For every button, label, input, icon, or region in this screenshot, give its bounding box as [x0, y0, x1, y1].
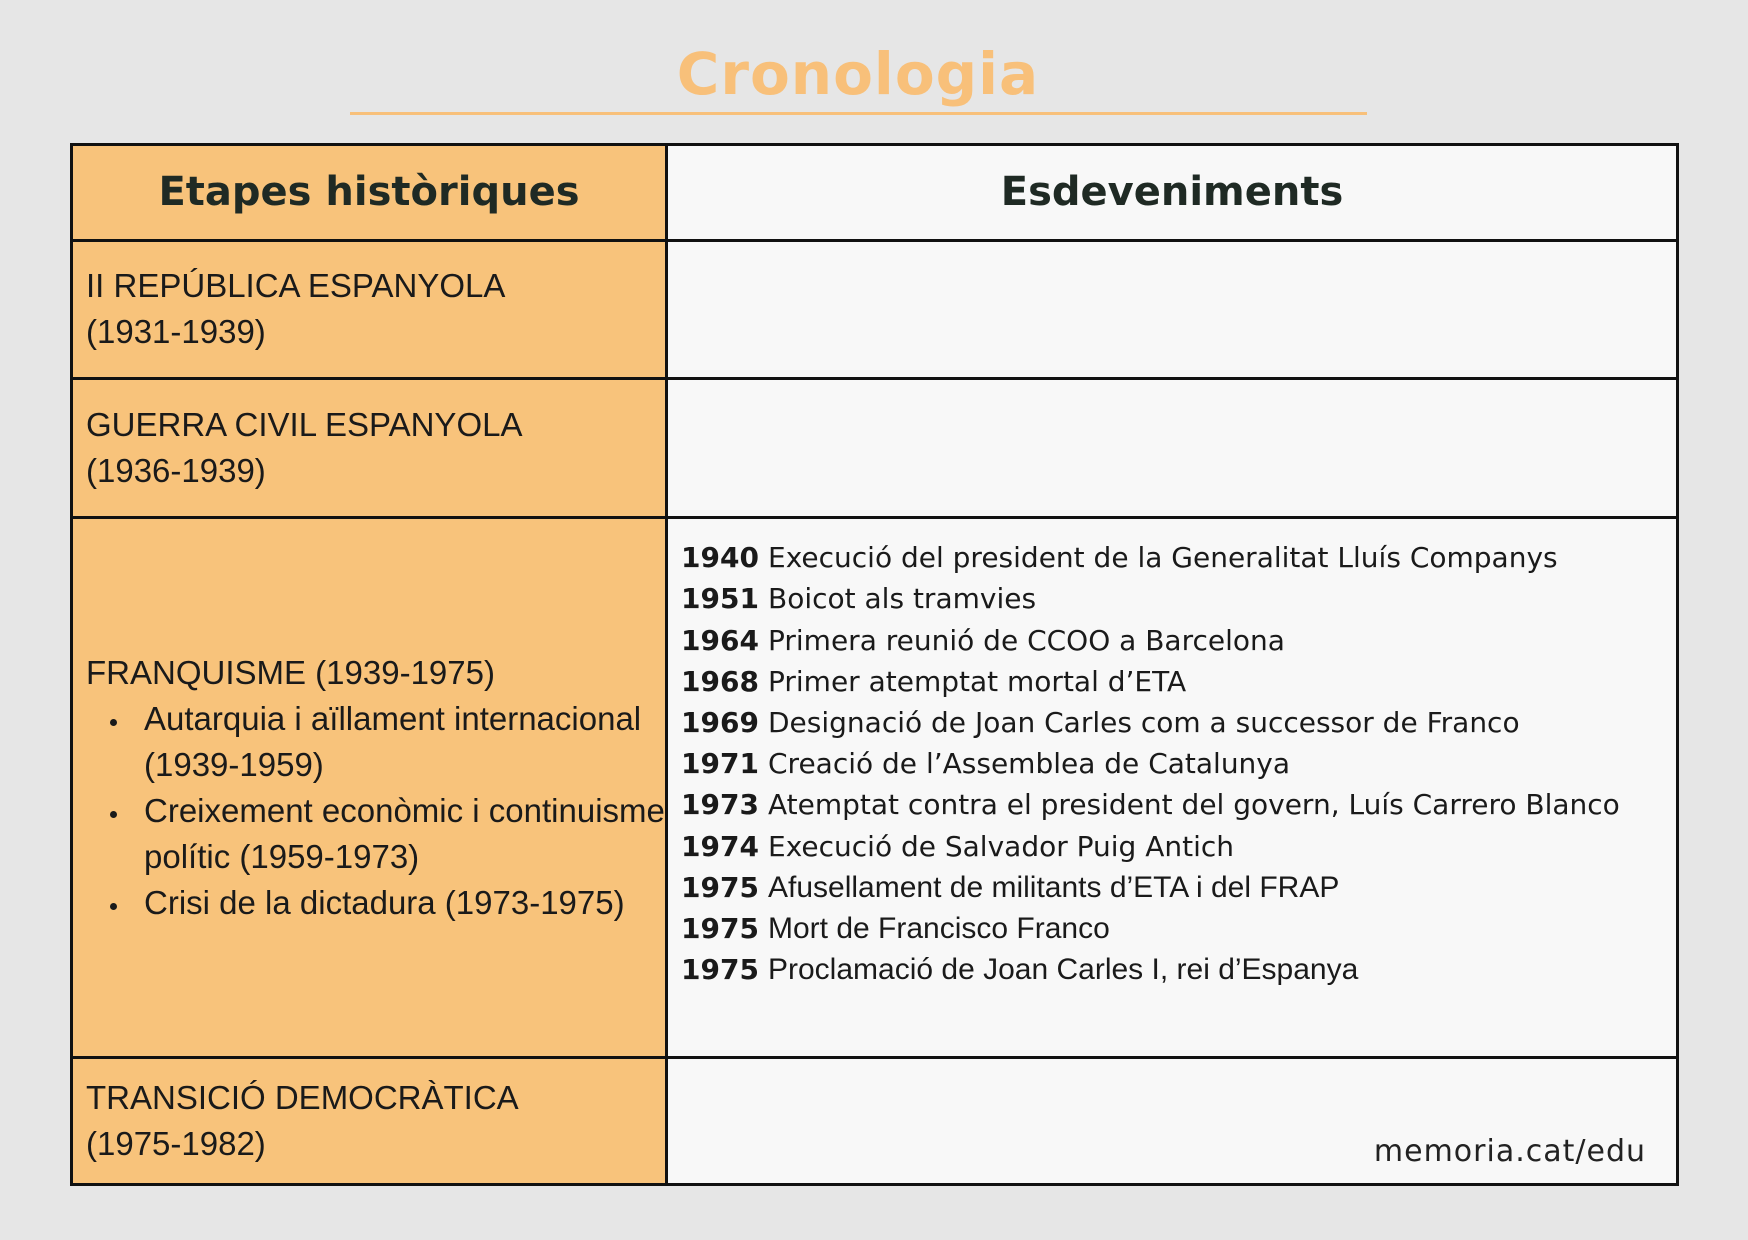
event-row: [681, 784, 1676, 825]
stage-name: II REPÚBLICA ESPANYOLA: [86, 267, 506, 305]
header-events: Esdeveniments: [667, 145, 1678, 241]
event-year: 1971: [681, 747, 759, 781]
stage-name: GUERRA CIVIL ESPANYOLA: [86, 406, 523, 444]
event-text: Primer atemptat mortal d’ETA: [768, 664, 1187, 698]
stage-dates: (1931-1939): [86, 313, 266, 351]
event-row: [681, 949, 1676, 990]
event-text: Afusellament de militants d’ETA i del FRAP: [768, 870, 1340, 904]
event-text: Execució del president de la Generalitat Lluís Companys: [768, 541, 1558, 575]
page-title: Cronologia: [676, 40, 1040, 108]
table-row: [72, 1058, 1678, 1185]
event-row: [681, 867, 1676, 908]
stage-cell-francoism: [72, 518, 667, 1058]
event-year: 1974: [681, 829, 759, 863]
event-text: Designació de Joan Carles com a successor de Franco: [768, 705, 1520, 739]
stage-name: FRANQUISME (1939-1975): [86, 653, 495, 691]
event-text: Proclamació de Joan Carles I, rei d’Espanya: [768, 953, 1359, 987]
event-year: 1975: [681, 953, 759, 987]
list-item: • Creixement econòmic i continuisme polític (1959-1973): [131, 788, 665, 880]
table-header-row: [72, 145, 1678, 241]
event-year: 1964: [681, 623, 759, 657]
stage-cell-republic: [72, 240, 667, 379]
event-text: Primera reunió de CCOO a Barcelona: [768, 623, 1285, 657]
table-row: [72, 518, 1678, 1058]
events-cell-francoism: [667, 518, 1678, 1058]
event-year: 1951: [681, 582, 759, 616]
events-cell-transition: [667, 1058, 1678, 1185]
subperiod-list: [86, 696, 665, 926]
event-row: [681, 537, 1676, 578]
stage-cell-civil-war: [72, 379, 667, 518]
event-year: 1968: [681, 664, 759, 698]
stage-name: TRANSICIÓ DEMOCRÀTICA: [86, 1079, 519, 1117]
event-year: 1975: [681, 911, 759, 945]
event-text: Atemptat contra el president del govern, Luís Carrero Blanco: [768, 788, 1620, 822]
stage-dates: (1975-1982): [86, 1125, 266, 1163]
stage-cell-transition: [72, 1058, 667, 1185]
list-item: • Autarquia i aïllament internacional (1939-1959): [131, 696, 665, 788]
event-year: 1973: [681, 788, 759, 822]
stage-dates: (1936-1939): [86, 452, 266, 490]
event-year: 1969: [681, 705, 759, 739]
event-row: [681, 743, 1676, 784]
table-row: [72, 379, 1678, 518]
title-underline: [350, 112, 1367, 115]
event-text: Mort de Francisco Franco: [768, 911, 1110, 945]
event-row: [681, 578, 1676, 619]
event-text: Execució de Salvador Puig Antich: [768, 829, 1235, 863]
event-row: [681, 908, 1676, 949]
credit-text: memoria.cat/edu: [1373, 1134, 1646, 1169]
event-row: [681, 826, 1676, 867]
event-row: [681, 702, 1676, 743]
event-row: [681, 620, 1676, 661]
list-item: • Crisi de la dictadura (1973-1975): [131, 880, 665, 926]
event-year: 1940: [681, 541, 759, 575]
header-stages: Etapes històriques: [72, 145, 667, 241]
events-cell-civil-war: [667, 379, 1678, 518]
event-text: Creació de l’Assemblea de Catalunya: [768, 747, 1291, 781]
event-year: 1975: [681, 870, 759, 904]
event-row: [681, 661, 1676, 702]
events-cell-republic: [667, 240, 1678, 379]
event-text: Boicot als tramvies: [768, 582, 1037, 616]
table-row: [72, 240, 1678, 379]
chronology-table: [70, 143, 1679, 1186]
